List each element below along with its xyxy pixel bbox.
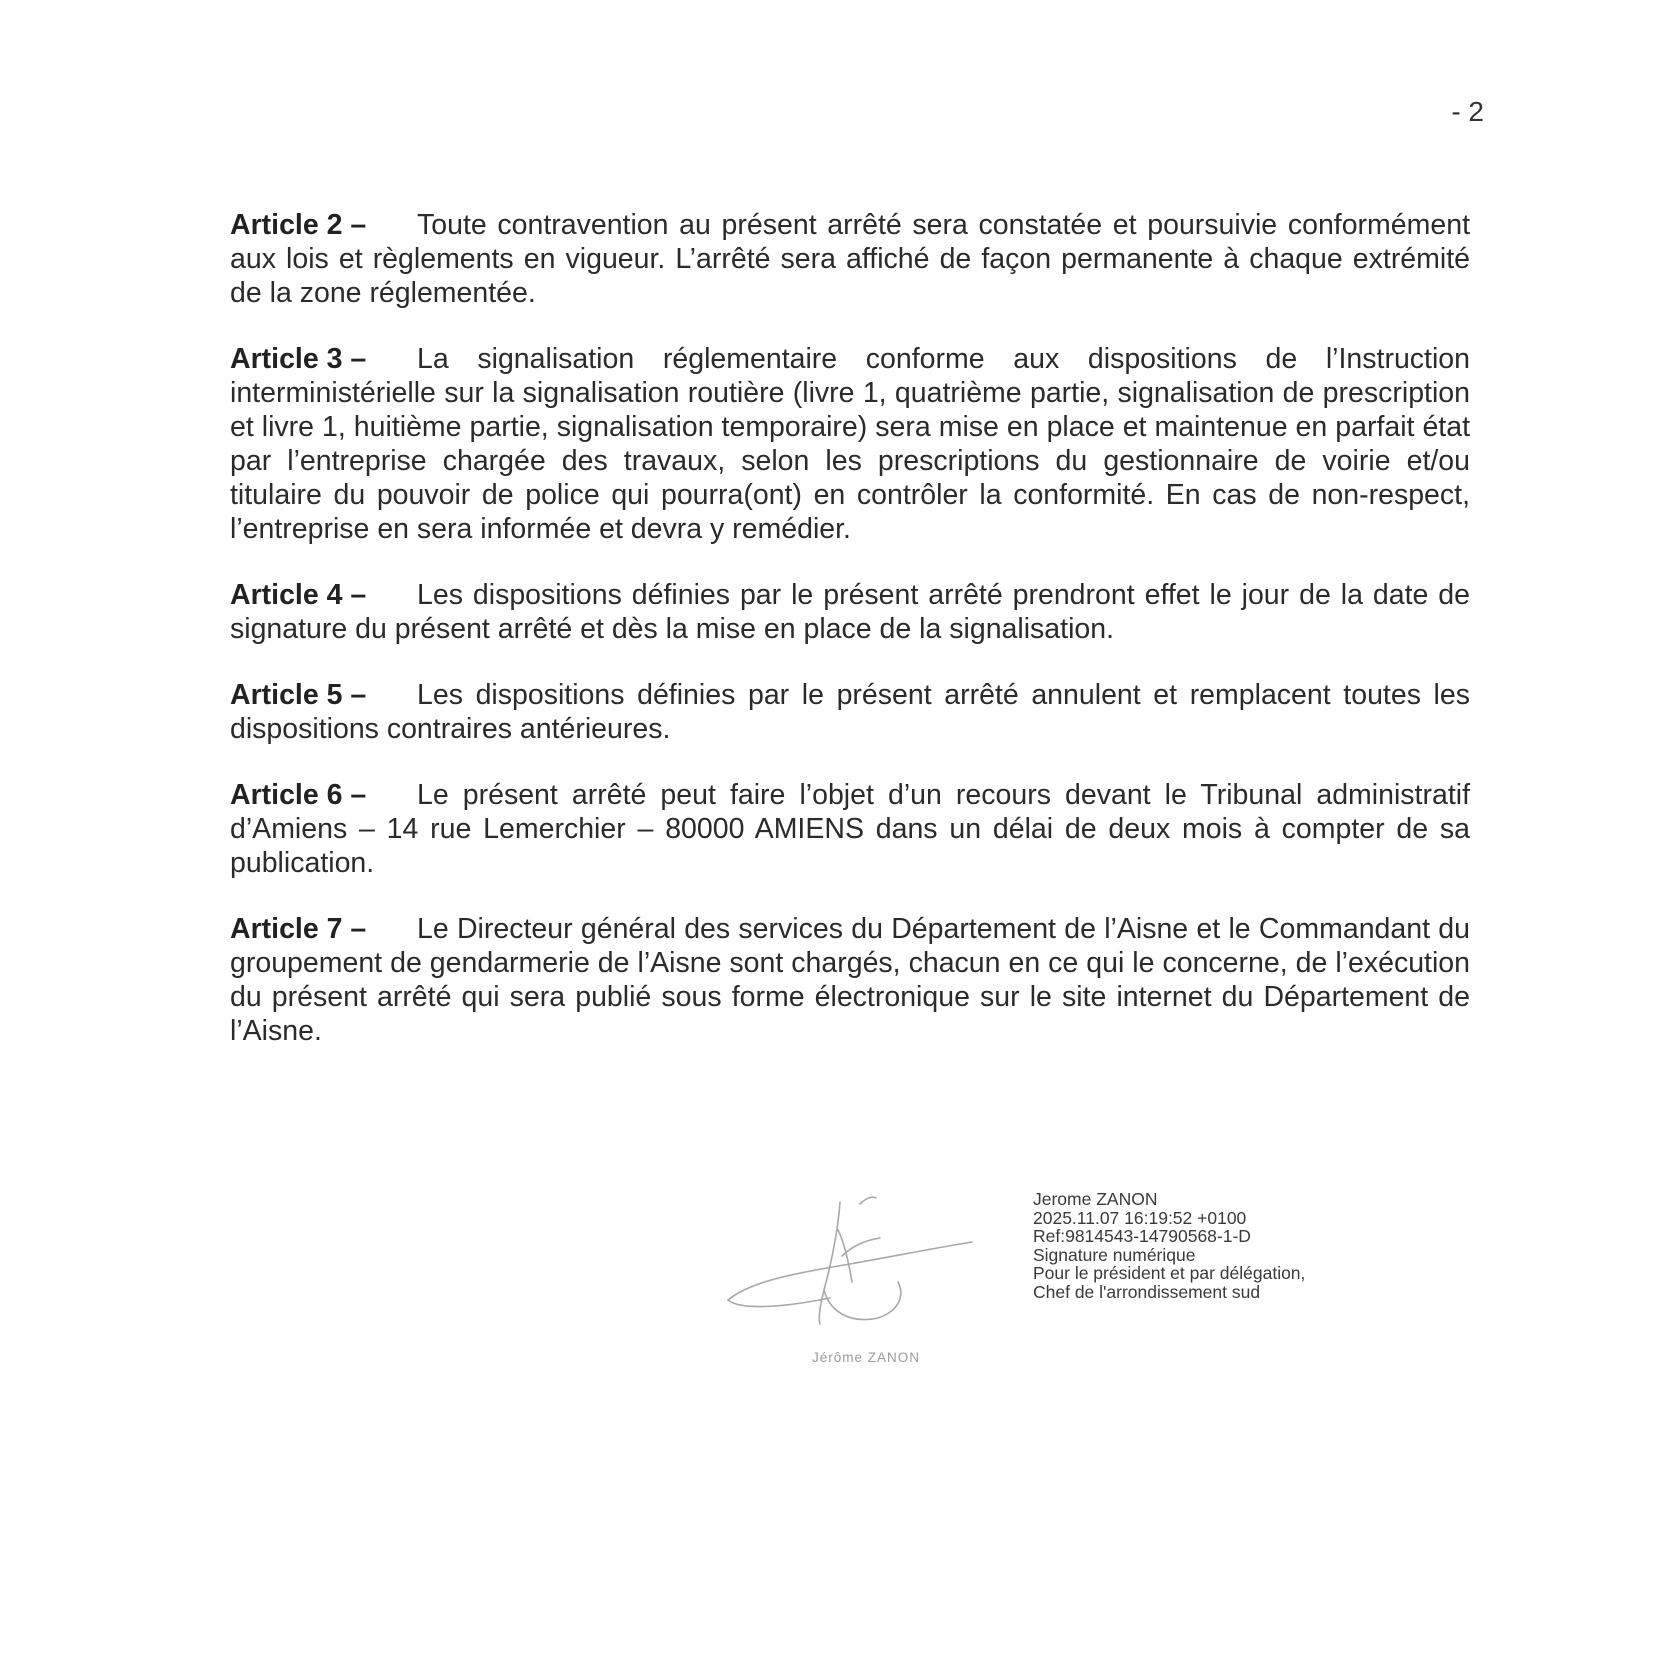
signer-title: Chef de l'arrondissement sud xyxy=(1033,1281,1261,1302)
article-7 xyxy=(230,912,1470,1048)
article-text: Le présent arrêté peut faire l’objet d’un recours devant le Tribunal administratif d’Amiens – 14 rue Lemerchier – 80000 AMIENS dans un délai de deux mois à compter de sa publication. xyxy=(230,779,1470,879)
article-text: Toute contravention au présent arrêté sera constatée et poursuivie conformément aux lois et règlements en vigueur. L’arrêté sera affiché de façon permanente à chaque extrémité de la zone réglementée. xyxy=(230,209,1470,309)
digital-signature-block xyxy=(1033,1190,1305,1301)
article-3 xyxy=(230,342,1470,546)
article-2 xyxy=(230,208,1470,310)
article-6 xyxy=(230,778,1470,880)
article-label: Article 6 – xyxy=(230,779,367,811)
article-label: Article 7 – xyxy=(230,913,367,945)
article-4 xyxy=(230,578,1470,646)
article-label: Article 2 – xyxy=(230,209,367,241)
signature-timestamp: 2025.11.07 16:19:52 +0100 xyxy=(1033,1207,1247,1228)
article-label: Article 5 – xyxy=(230,679,367,711)
signature-delegation: Pour le président et par délégation, xyxy=(1033,1263,1306,1283)
page-number: - 2 xyxy=(1451,96,1484,127)
signer-name: Jerome ZANON xyxy=(1033,1189,1158,1209)
articles-section xyxy=(230,208,1470,1080)
handwritten-signature xyxy=(720,1190,980,1340)
signature-reference: Ref:9814543-14790568-1-D xyxy=(1033,1226,1251,1246)
article-text: Les dispositions définies par le présent arrêté annulent et remplacent toutes les dispositions contraires antérieures. xyxy=(230,679,1470,745)
article-label: Article 4 – xyxy=(230,579,367,611)
article-label: Article 3 – xyxy=(230,343,367,375)
article-text: Les dispositions définies par le présent arrêté prendront effet le jour de la date de signature du présent arrêté et dès la mise en place de la signalisation. xyxy=(230,579,1470,645)
article-text: La signalisation réglementaire conforme aux dispositions de l’Instruction interministérielle sur la signalisation routière (livre 1, quatrième partie, signalisation de prescription et livre 1, huitième partie, signalisation temporaire) sera mise en place et maintenue en parfait état par l’entreprise chargée des travaux, selon les prescriptions du gestionnaire de voirie et/ou titulaire du pouvoir de police qui pourra(ont) en contrôler la conformité. En cas de non-respect, l’entreprise en sera informée et devra y remédier. xyxy=(230,343,1470,545)
signature-type: Signature numérique xyxy=(1033,1244,1196,1265)
article-5 xyxy=(230,678,1470,746)
signature-printed-name: Jérôme ZANON xyxy=(812,1350,921,1365)
article-text: Le Directeur général des services du Département de l’Aisne et le Commandant du groupement de gendarmerie de l’Aisne sont chargés, chacun en ce qui le concerne, de l’exécution du présent arrêté qui sera publié sous forme électronique sur le site internet du Département de l’Aisne. xyxy=(230,913,1470,1047)
